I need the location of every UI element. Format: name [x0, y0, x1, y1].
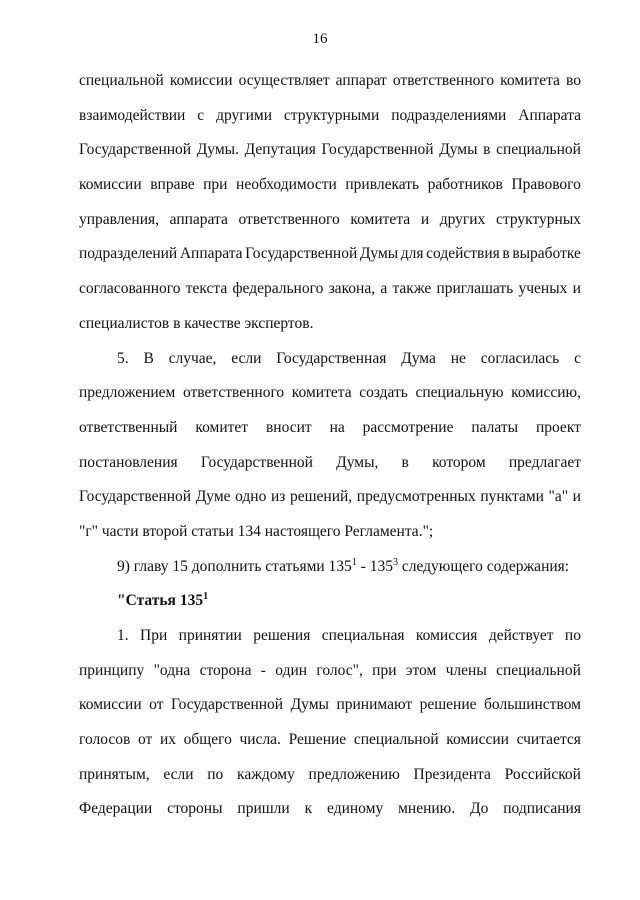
word: специальной — [79, 72, 164, 89]
text-line — [79, 792, 581, 827]
word: мнению. — [398, 800, 456, 818]
word: пришли — [237, 800, 290, 818]
word: осуществляет — [238, 72, 330, 89]
text-line — [79, 133, 581, 168]
text-line — [79, 446, 581, 481]
word: пунктами — [480, 488, 544, 506]
word: их — [159, 731, 176, 749]
word: работников — [427, 176, 503, 194]
word: ответственного — [392, 72, 495, 89]
text-line — [79, 99, 581, 134]
word: Государственной — [170, 696, 284, 714]
text-line — [79, 619, 581, 654]
word: стороны — [167, 800, 223, 818]
word: голос", — [316, 661, 363, 679]
word: Президента — [413, 765, 491, 783]
word: принятии — [178, 627, 242, 644]
word: комиссии — [79, 176, 142, 194]
word: большинством — [484, 696, 581, 714]
word: один — [275, 661, 308, 679]
word: Правового — [511, 176, 581, 194]
word: одно — [235, 488, 267, 506]
word: структурными — [283, 106, 380, 124]
word: решение — [419, 696, 477, 714]
word: специальная — [321, 627, 405, 644]
word: закона, — [328, 280, 376, 298]
article-heading — [79, 584, 581, 619]
word: предложением — [79, 384, 176, 402]
word: принятым, — [79, 765, 150, 783]
word: Думы — [439, 141, 478, 159]
text-line: специалистов в качестве экспертов. — [79, 314, 314, 332]
word: с — [197, 106, 205, 124]
word: Государственная — [276, 349, 387, 367]
word: случае, — [168, 349, 217, 367]
word: "одна — [153, 661, 191, 679]
word: рассмотрение — [362, 418, 454, 436]
word: специальной — [496, 141, 581, 159]
text-line — [79, 168, 581, 203]
word: вправе — [150, 176, 195, 194]
word: специальную — [415, 384, 504, 402]
word: этом — [405, 661, 437, 679]
word: структурных — [495, 210, 581, 228]
word: от — [137, 731, 153, 749]
word: при — [203, 176, 228, 194]
text-line — [79, 758, 581, 793]
word: по — [564, 627, 581, 644]
word: Думы — [359, 245, 399, 263]
word: Думы. — [196, 141, 239, 159]
word: Государственной — [79, 141, 192, 159]
word: комиссию, — [511, 384, 581, 402]
word: комитета — [350, 210, 411, 228]
text-line — [79, 272, 581, 307]
word: Думы — [290, 696, 329, 714]
word: в — [502, 245, 510, 263]
word: комитета — [291, 384, 352, 402]
word: принимают — [336, 696, 413, 714]
word: решений, — [289, 488, 353, 506]
word: Дума — [401, 349, 436, 367]
word: с — [574, 349, 581, 367]
word: специальной — [496, 661, 581, 679]
word: действует — [488, 627, 554, 644]
text-line — [79, 723, 581, 758]
word: ответственный — [79, 418, 178, 436]
word: а — [380, 280, 388, 298]
document-body — [79, 64, 581, 827]
item-9-text-after: следующего содержания: — [397, 557, 570, 575]
word: при — [372, 661, 397, 679]
word: на — [329, 418, 345, 436]
word: комиссия — [415, 627, 478, 644]
word: Решение — [288, 731, 347, 749]
word: Государственной — [321, 141, 434, 159]
word: если — [163, 765, 194, 783]
word: Государственной — [245, 245, 358, 263]
text-line — [79, 237, 581, 272]
word: в — [483, 141, 491, 159]
word: привлекать — [345, 176, 420, 194]
word: котором — [432, 453, 486, 471]
word: В — [143, 349, 154, 367]
word: в — [401, 453, 409, 471]
word: если — [231, 349, 262, 367]
text-line — [79, 376, 581, 411]
word: сторона — [199, 661, 252, 679]
text-line — [79, 64, 581, 99]
word: комиссии — [79, 696, 142, 714]
word: к — [304, 800, 313, 818]
item-9-text-middle: - 135 — [356, 557, 393, 575]
word: члены — [445, 661, 487, 679]
word: вносит — [265, 418, 312, 436]
word: каждому — [237, 765, 295, 783]
word: предусмотренных — [356, 488, 476, 506]
word: и — [420, 210, 430, 228]
item-9-text-before: 9) главу 15 дополнить статьями 135 — [117, 557, 352, 575]
word: взаимодействии — [79, 106, 186, 124]
text-line — [79, 654, 581, 689]
word: подразделениями — [391, 106, 507, 124]
word: комиссии — [169, 72, 233, 89]
word: Государственной — [200, 453, 313, 471]
word: ученых — [518, 280, 568, 298]
word: федерального — [232, 280, 324, 298]
word: не — [450, 349, 466, 367]
text-line — [79, 203, 581, 238]
word: согласованного — [79, 280, 181, 298]
word: считается — [516, 731, 581, 749]
word: управления, — [79, 210, 159, 228]
word: по — [207, 765, 224, 783]
text-line: "г" части второй статьи 134 настоящего Регламента."; — [79, 522, 434, 540]
page-number: 16 — [312, 31, 328, 47]
article-heading-text: "Статья 135 — [117, 592, 204, 610]
word: голосов — [79, 731, 131, 749]
word: во — [566, 72, 581, 89]
word: Федерации — [79, 800, 153, 818]
word: создать — [359, 384, 408, 402]
word: "а" — [548, 488, 569, 506]
word: Думе — [195, 488, 231, 506]
word: До — [470, 800, 489, 818]
text-line — [79, 688, 581, 723]
word: ответственного — [182, 384, 285, 402]
word: комитета — [500, 72, 560, 89]
word: ответственного — [238, 210, 340, 228]
word: необходимости — [236, 176, 337, 194]
word: выработке — [512, 245, 581, 263]
word: проект — [535, 418, 581, 436]
word: и — [572, 280, 581, 298]
word: Российской — [504, 765, 581, 783]
word: аппарата — [169, 210, 228, 228]
superscript: 1 — [203, 591, 209, 603]
word: единому — [327, 800, 384, 818]
word: принципу — [79, 661, 145, 679]
word: Государственной — [79, 488, 192, 506]
superscript: 3 — [392, 556, 398, 568]
text-line-item-9 — [79, 550, 581, 585]
word: специальной — [353, 731, 439, 749]
word: содействия — [426, 245, 500, 263]
word: предложению — [308, 765, 400, 783]
text-line — [79, 480, 581, 515]
word: палаты — [471, 418, 519, 436]
word: и — [572, 488, 581, 506]
word: Аппарата — [518, 106, 581, 124]
word: других — [439, 210, 486, 228]
word: от — [149, 696, 164, 714]
word: Думы, — [336, 453, 379, 471]
word: комитет — [195, 418, 249, 436]
word: текста — [185, 280, 228, 298]
word: подразделений — [79, 245, 178, 263]
word: общего — [183, 731, 232, 749]
word: При — [140, 627, 168, 644]
word: предлагает — [508, 453, 581, 471]
word: - — [260, 661, 266, 679]
word: Аппарата — [179, 245, 243, 263]
word: решения — [253, 627, 311, 644]
superscript: 1 — [351, 556, 357, 568]
word: другими — [216, 106, 273, 124]
word: Депутация — [244, 141, 316, 159]
word: аппарат — [335, 72, 387, 89]
text-line — [79, 342, 581, 377]
word: подписания — [503, 800, 581, 818]
word: 5. — [117, 349, 129, 367]
word: также — [392, 280, 432, 298]
word: комиссии — [446, 731, 509, 749]
word: приглашать — [436, 280, 514, 298]
word: 1. — [117, 627, 129, 644]
word: постановления — [79, 453, 178, 471]
text-line — [79, 411, 581, 446]
word: числа. — [239, 731, 281, 749]
word: для — [400, 245, 424, 263]
word: согласилась — [480, 349, 560, 367]
word: из — [270, 488, 286, 506]
